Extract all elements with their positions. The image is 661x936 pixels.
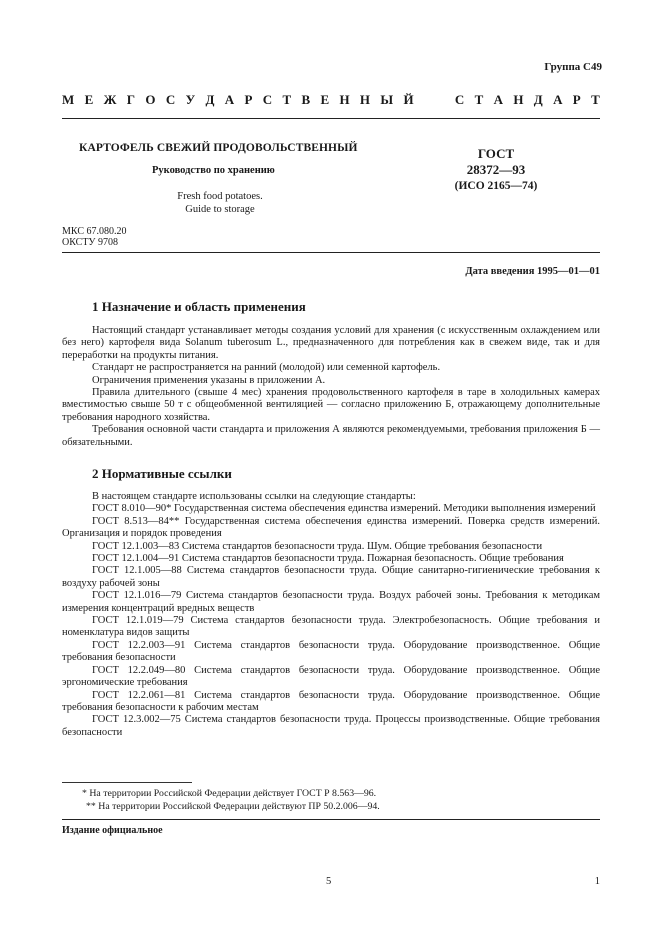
iso-reference: (ИСО 2165—74) — [454, 180, 538, 192]
banner-letter: М — [62, 92, 75, 107]
gost-label: ГОСТ — [477, 146, 515, 161]
reference-item: ГОСТ 8.010—90* Государственная система обеспечения единства измерений. Методики выполнения измерений — [92, 503, 596, 515]
paragraph: Требования основной части стандарта и приложения А являются рекомендуемыми, требования приложения Б — обязательными. — [62, 424, 600, 448]
classification-codes — [62, 226, 126, 248]
banner-letter: Й — [403, 92, 414, 107]
banner-letter: Н — [513, 92, 524, 107]
banner-letter: Р — [244, 92, 253, 107]
banner-letter: А — [553, 92, 563, 107]
document-title: КАРТОФЕЛЬ СВЕЖИЙ ПРОДОВОЛЬСТВЕННЫЙ — [79, 142, 358, 154]
paragraph: Ограничения применения указаны в приложении А. — [92, 374, 326, 386]
banner-letter: А — [224, 92, 235, 107]
english-title-line1: Fresh food potatoes. — [177, 191, 263, 202]
english-title-line2: Guide to storage — [185, 204, 255, 215]
group-label: Группа С49 — [544, 61, 602, 73]
section-2-body — [62, 491, 600, 739]
banner-letter: Ж — [103, 92, 117, 107]
english-title — [140, 190, 300, 216]
footnote-rule — [62, 782, 192, 783]
gost-number: 28372—93 — [466, 162, 526, 177]
banner-letter: Ы — [380, 92, 394, 107]
banner-letter: Г — [126, 92, 136, 107]
reference-item: ГОСТ 12.2.061—81 Система стандартов безопасности труда. Оборудование производственное. Общие требования безопасности к рабочим местам — [62, 689, 600, 713]
title-rule — [62, 252, 600, 253]
banner-letter: Т — [591, 92, 600, 107]
reference-item: ГОСТ 12.1.019—79 Система стандартов безопасности труда. Электробезопасность. Общие требования и номенклатура видов защиты — [62, 615, 600, 639]
banner-letter: С — [454, 92, 465, 107]
section-1-body — [62, 325, 600, 449]
banner-letter: Р — [572, 92, 581, 107]
banner-letter: С — [262, 92, 273, 107]
banner-letter: У — [185, 92, 196, 107]
reference-item: ГОСТ 12.1.016—79 Система стандартов безопасности труда. Воздух рабочей зоны. Требования к методикам измерения концентраций вредных веществ — [62, 590, 600, 614]
banner-letter: Т — [282, 92, 292, 107]
reference-item: ГОСТ 12.2.049—80 Система стандартов безопасности труда. Оборудование производственное. Общие эргономические требования — [62, 664, 600, 689]
section-2-heading: 2 Нормативные ссылки — [92, 466, 232, 481]
paragraph: Правила длительного (свыше 4 мес) хранения продовольственного картофеля в таре в холодильных камерах вместимостью свыше 50 т с общеобменной вентиляцией — согласно приложению Б, отражающему дополнительные требования народного хозяйства. — [62, 387, 600, 423]
introduction-date: Дата введения 1995—01—01 — [465, 266, 600, 277]
banner-letter: В — [301, 92, 311, 107]
banner-letter: А — [493, 92, 503, 107]
banner-letter: Т — [474, 92, 484, 107]
reference-item: ГОСТ 12.1.005—88 Система стандартов безопасности труда. Общие санитарно-гигиенические требования к воздуху рабочей зоны — [62, 565, 600, 589]
paragraph: Настоящий стандарт устанавливает методы создания условий для хранения (с искусственным охлаждением или без него) картофеля вида Solanum tuberosum L., предназначенного для потребления как в свежем виде, так и для переработки на продукты питания. — [62, 325, 600, 361]
banner-letter: О — [145, 92, 156, 107]
section-1-heading: 1 Назначение и область применения — [92, 299, 306, 314]
reference-item: ГОСТ 8.513—84** Государственная система обеспечения единства измерений. Поверка средств измерений. Организация и порядок проведения — [62, 515, 600, 540]
banner-letter: Е — [320, 92, 330, 107]
okstu-code: ОКСТУ 9708 — [62, 237, 119, 248]
banner-letter: Е — [84, 92, 94, 107]
mks-code: МКС 67.080.20 — [62, 226, 127, 237]
header-rule — [62, 118, 600, 119]
banner-letter: С — [165, 92, 176, 107]
official-edition-label: Издание официальное — [62, 825, 163, 836]
footnote-1: * На территории Российской Федерации действует ГОСТ Р 8.563—96. — [82, 788, 377, 799]
banner-letter: Н — [359, 92, 371, 107]
reference-item: ГОСТ 12.2.003—91 Система стандартов безопасности труда. Оборудование производственное. Общие требования безопасности — [62, 639, 600, 664]
document-subtitle: Руководство по хранению — [152, 165, 275, 176]
footnote-2: ** На территории Российской Федерации действуют ПР 50.2.006—94. — [86, 801, 380, 812]
reference-item: ГОСТ 12.3.002—75 Система стандартов безопасности труда. Процессы производственные. Общие требования безопасности — [62, 714, 600, 738]
reference-item: ГОСТ 12.1.004—91 Система стандартов безопасности труда. Пожарная безопасность. Общие требования — [92, 553, 564, 565]
paragraph: Стандарт не распространяется на ранний (молодой) или семенной картофель. — [92, 362, 441, 374]
page-number-center: 5 — [326, 876, 332, 887]
footer-rule — [62, 819, 600, 820]
banner-letter: Д — [205, 92, 215, 107]
interstate-standard-banner — [62, 92, 600, 108]
banner-letter: Н — [339, 92, 350, 107]
reference-item: ГОСТ 12.1.003—83 Система стандартов безопасности труда. Шум. Общие требования безопасности — [92, 540, 543, 552]
gost-designation — [440, 146, 552, 194]
page-number-right: 1 — [594, 876, 600, 887]
banner-letter: Д — [533, 92, 543, 107]
reference-item: В настоящем стандарте использованы ссылки на следующие стандарты: — [92, 491, 416, 502]
